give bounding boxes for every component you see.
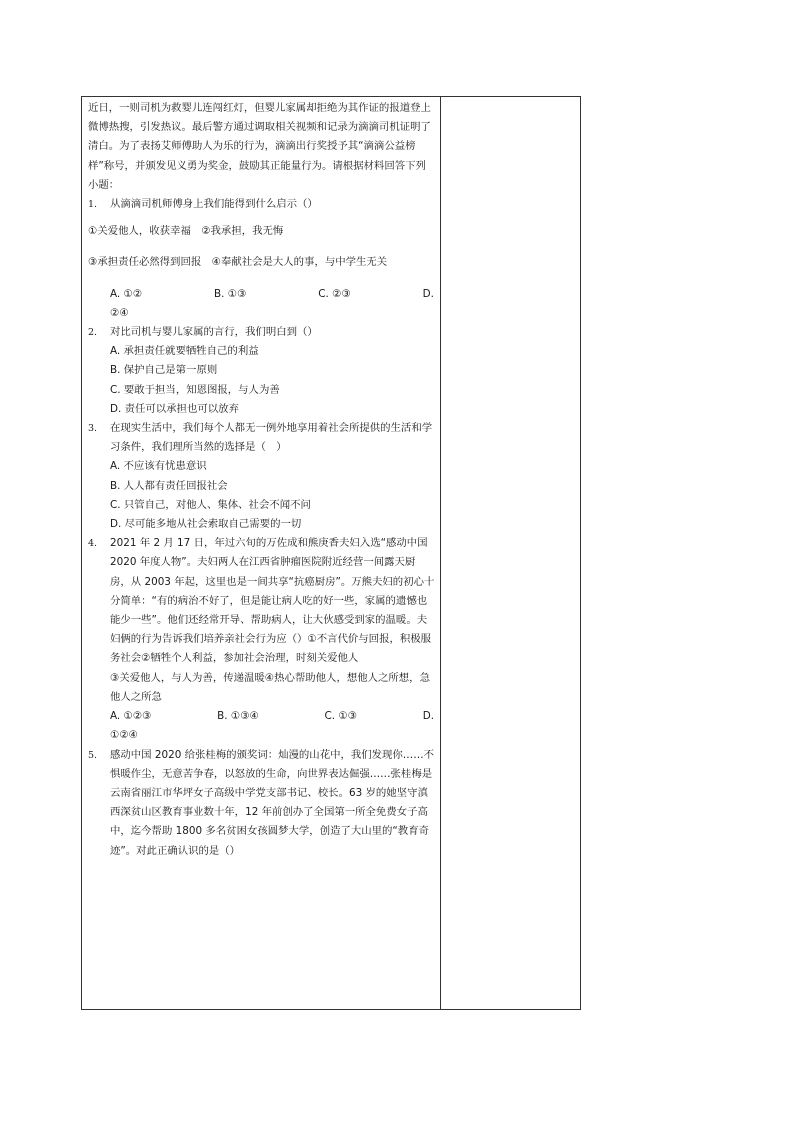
question-2 [88, 323, 436, 342]
option-c: C. 要敢于担当，知恩图报，与人为善 [110, 383, 280, 396]
statement-line: ①关爱他人，收获幸福 ②我承担，我无悔 [88, 225, 284, 238]
question-number: 1. [88, 199, 98, 211]
choice-b: B. ①③ [214, 287, 247, 300]
column-divider [440, 97, 441, 1009]
question-stem: 感动中国 2020 给张桂梅的颁奖词：灿漫的山花中，我们发现你……不惧暖作尘，无意苦争春，以怒放的生命，向世界表达倔强……张桂梅是云南省丽江市华坪女子高级中学党支部书记、校长。63 岁的她坚守滇西深贫山区教育事业数十年，12 年前创办了全国第一所全免费女子高中，迄今帮助 1800 多名贫困女孩圆梦大学，创造了大山里的“教育奇迹”。对此正确认识的是（） [110, 748, 434, 857]
statement-line: ③关爱他人，与人为善，传递温暖④热心帮助他人，想他人之所想，急他人之所急 [110, 671, 430, 703]
question-stem: 对比司机与婴儿家属的言行，我们明白到（） [110, 326, 318, 339]
question-4 [88, 534, 436, 668]
question-stem: 在现实生活中，我们每个人都无一例外地享用着社会所提供的生活和学习条件，我们理所当然的选择是（ ） [110, 422, 433, 454]
question-number: 5. [88, 749, 98, 761]
choice-a: A. ①②③ [110, 710, 152, 723]
option-c: C. 只管自己，对他人、集体、社会不闻不问 [110, 498, 311, 511]
option-b: B. 保护自己是第一原则 [110, 364, 218, 377]
answer-choices [88, 707, 436, 726]
document-table [81, 96, 581, 1010]
question-stem: 从滴滴司机师傅身上我们能得到什么启示（） [110, 198, 318, 211]
choice-d: D. [422, 710, 434, 723]
option-b: B. 人人都有责任回报社会 [110, 479, 228, 492]
question-1 [88, 195, 436, 214]
choice-b: B. ①③④ [217, 710, 259, 723]
question-number: 2. [88, 327, 98, 339]
question-5 [88, 746, 436, 861]
question-stem: 2021 年 2 月 17 日，年过六旬的万佐成和熊庚香夫妇入选“感动中国 2020 年度人物”。夫妇两人在江西省肿瘤医院附近经营一间露天厨房，从 2003 年起，这里也是一间共享“抗癌厨房”。万熊夫妇的初心十分简单：“有的病治不好了，但是能让病人吃的好一些，家属的遗憾也能少一些”。他们还经常开导、帮助病人，让大伙感受到家的温暖。夫妇俩的行为告诉我们培养亲社会行为应（）①不言代价与回报，积极服务社会②牺牲个人利益，参加社会治理，时刻关爱他人 [110, 537, 435, 665]
question-number: 4. [88, 538, 98, 550]
choice-c: C. ②③ [318, 287, 351, 300]
option-d: D. 责任可以承担也可以放弃 [110, 402, 239, 415]
answer-choices [88, 285, 436, 304]
question-number: 3. [88, 423, 98, 435]
intro-paragraph: 近日，一则司机为救婴儿连闯红灯，但婴儿家属却拒绝为其作证的报道登上微博热搜，引发热议。最后警方通过调取相关视频和记录为滴滴司机证明了清白。为了表扬艾师傅助人为乐的行为，滴滴出行奖授予其“滴滴公益榜样”称号，并颁发见义勇为奖金，鼓励其正能量行为。请根据材料回答下列小题： [88, 102, 431, 191]
choice-d-continued: ②④ [110, 306, 129, 319]
choice-a: A. ①② [110, 287, 143, 300]
option-a: A. 不应该有忧患意识 [110, 460, 207, 473]
choice-c: C. ①③ [324, 710, 358, 723]
option-d: D. 尽可能多地从社会索取自己需要的一切 [110, 518, 302, 531]
statement-line: ③承担责任必然得到回报 ④奉献社会是大人的事，与中学生无关 [88, 256, 388, 269]
option-a: A. 承担责任就要牺牲自己的利益 [110, 345, 259, 358]
question-3 [88, 419, 436, 457]
question-content [88, 99, 436, 861]
choice-d: D. [422, 287, 434, 300]
choice-d-continued: ①②④ [110, 729, 138, 742]
